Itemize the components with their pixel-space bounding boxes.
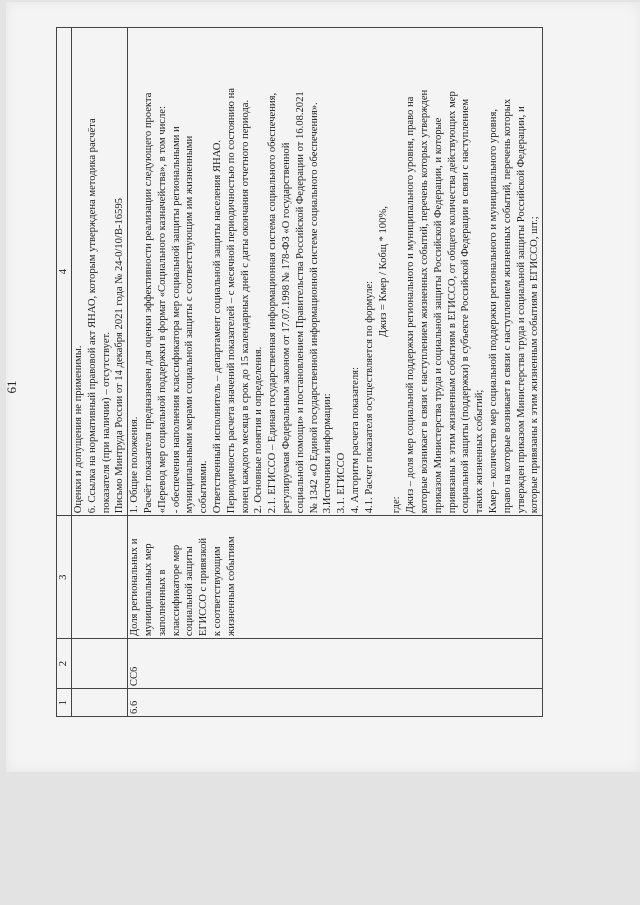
name-line: Доля региональных и [129,538,141,637]
text-line: Кмер – количество мер социальной поддержки регионального и муниципального уровня, [487,109,499,514]
document-sheet [6,2,640,772]
rotated-page [6,2,640,772]
row-content-cell [128,28,543,516]
page-number: 61 [4,380,19,394]
text-line: 4.1. Расчет показателя осуществляется по формуле: [363,280,375,514]
text-line: 6. Ссылка на нормативный правовой акт ЯНАО, которым утверждена методика расчёта [86,118,98,514]
name-line: к соответствующим [211,546,223,637]
table-row-previous [72,28,128,717]
text-line: которые возникает в связи с наступлением жизненных событий, перечень которых утвержден [418,89,430,514]
row-number-cell: 6.6 [128,689,543,717]
text-line: таких жизненных событий; [474,389,486,514]
indicator-table [56,27,543,717]
header-col-3: 3 [57,516,72,639]
name-line: муниципальных мер [142,543,154,637]
text-line: - обеспечения наполнения классификатора мер социальной защиты региональными и [170,126,182,514]
text-line: 3.1. ЕГИССО [336,452,348,514]
text-line: которые привязаны к этим жизненным событиям в ЕГИССО, шт.; [529,216,541,514]
text-line: 4. Алгоритм расчета показателя: [349,367,361,514]
header-col-1: 1 [57,689,72,717]
text-line: регулируемая Федеральным законом от 17.07.1998 № 178-ФЗ «О государственной [280,142,292,514]
text-line: Оценки и допущения не применимы. [73,345,84,514]
row-name-cell [128,516,543,639]
row-code-cell: СС6 [128,639,543,689]
header-col-4: 4 [57,28,72,516]
name-line: социальной защиты [184,546,196,637]
name-line: заполненных в [156,569,168,637]
text-line: Периодичность расчета значений показателей – с месячной периодичностью по состоянию на [225,88,237,514]
table-header-row [57,28,72,717]
prev-row-code-cell [72,639,128,689]
where-label: где: [391,496,403,514]
text-line: 2. Основные понятия и определения. [253,346,265,514]
text-line: муниципальными мерами социальной защиты с соответствующим им жизненными [184,135,196,514]
text-line: социальной защиты (поддержки) в субъекте Российской Федерации в связи с наступлением [460,98,472,514]
text-line: привязаны к этим жизненным событиям в ЕГИССО, от общего количества действующих мер [446,91,458,514]
text-line: 3.Источники информации: [322,393,334,514]
table-row-6-6 [128,28,543,717]
text-line: Ответственный исполнитель – департамент социальной защиты населения ЯНАО. [211,139,223,514]
text-line: 2.1. ЕГИССО – Единая государственная информационная система социального обеспечения, [267,92,279,514]
text-line: «Перевод мер социальной поддержки в формат «Социального казначейства», в том числе: [156,106,168,514]
text-line: Джиз – доля мер социальной поддержки регионального и муниципального уровня, право на [405,96,417,514]
prev-row-content-cell [72,28,128,516]
text-line: Расчёт показателя предназначен для оценки эффективности реализации следующего проекта [142,92,154,514]
text-line: событиями. [198,460,210,514]
name-line: классификаторе мер [170,544,182,637]
header-col-2: 2 [57,639,72,689]
prev-row-name-cell [72,516,128,639]
text-line: право на которые возникает в связи с наступлением жизненных событий, перечень которых [501,98,513,514]
name-line: жизненным событиям [225,536,237,637]
name-line: ЕГИССО с привязкой [198,537,210,637]
text-line: утвержден приказом Министерства труда и социальной защиты Российской Федерации, и [515,106,527,514]
text-line: приказом Министерства труда и социальной защиты Российской Федерации, и которые [432,117,444,514]
text-line: показателя (при наличии) – отсутствует. [100,331,112,514]
text-line: социальной помощи» и постановлением Правительства Российской Федерации от 16.08.2021 [294,91,306,514]
text-line: 1. Общие положения. [129,416,141,514]
prev-row-number-cell [72,689,128,717]
text-line: конец каждого месяца в срок до 15 календарных дней с даты окончания отчетного периода. [239,99,251,514]
text-line: Письмо Минтруда России от 14 декабря 2021 года № 24-0/10/В-16595 [114,198,126,514]
formula: Джиз = Кмер / Кобщ * 100%, [377,206,389,338]
text-line: № 1342 «О Единой государственной информационной системе социального обеспечения». [308,102,320,514]
